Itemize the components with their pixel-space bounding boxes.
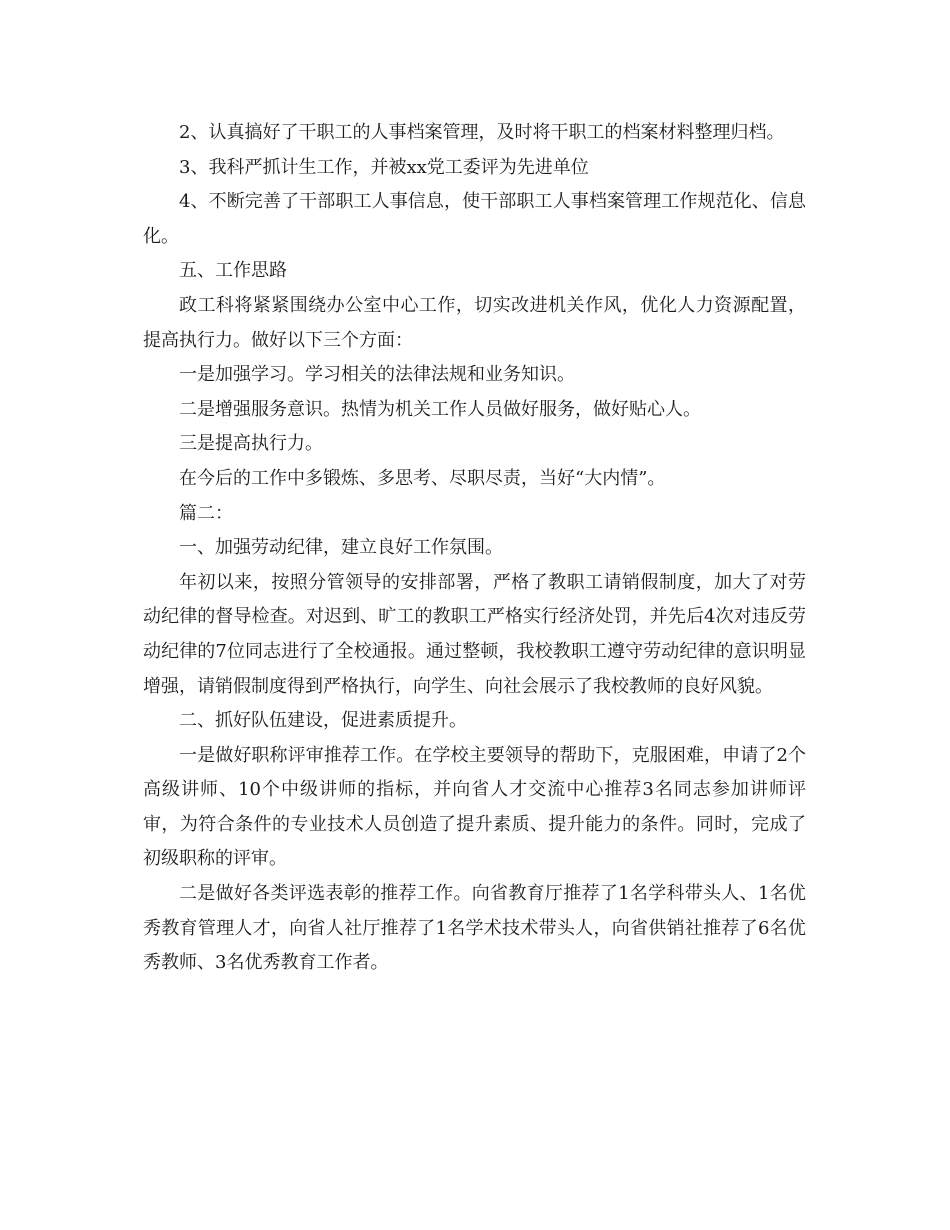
paragraph: 在今后的工作中多锻炼、多思考、尽职尽责，当好“大内情”。	[179, 467, 666, 489]
paragraph: 一是做好职称评审推荐工作。在学校主要领导的帮助下，克服困难，申请了2个高级讲师、10个中级讲师的指标，并向省人才交流中心推荐3名同志参加讲师评审，为符合条件的专业技术人员创造了提升素质、提升能力的条件。同时，完成了初级职称的评审。	[143, 744, 806, 870]
paragraph: 二是做好各类评选表彰的推荐工作。向省教育厅推荐了1名学科带头人、1名优秀教育管理人才，向省人社厅推荐了1名学术技术带头人，向省供销社推荐了6名优秀教师、3名优秀教育工作者。	[143, 883, 806, 974]
section-heading: 五、工作思路	[179, 260, 287, 282]
paragraph: 三是提高执行力。	[179, 433, 323, 455]
paragraph: 年初以来，按照分管领导的安排部署，严格了教职工请销假制度，加大了对劳动纪律的督导检查。对迟到、旷工的教职工严格实行经济处罚，并先后4次对违反劳动纪律的7位同志进行了全校通报。通过整顿，我校教职工遵守劳动纪律的意识明显增强，请销假制度得到严格执行，向学生、向社会展示了我校教师的良好风貌。	[143, 571, 806, 697]
paragraph: 一是加强学习。学习相关的法律法规和业务知识。	[179, 364, 575, 386]
paragraph: 2、认真搞好了干职工的人事档案管理，及时将干职工的档案材料整理归档。	[179, 122, 785, 143]
paragraph: 政工科将紧紧围绕办公室中心工作，切实改进机关作风，优化人力资源配置，提高执行力。做好以下三个方面：	[143, 294, 806, 351]
paragraph: 二是增强服务意识。热情为机关工作人员做好服务，做好贴心人。	[179, 398, 701, 420]
paragraph: 4、不断完善了干部职工人事信息，使干部职工人事档案管理工作规范化、信息化。	[143, 191, 806, 247]
section-heading: 一、加强劳动纪律，建立良好工作氛围。	[179, 537, 503, 559]
section-heading: 二、抓好队伍建设，促进素质提升。	[179, 710, 467, 732]
section-heading: 篇二：	[179, 502, 233, 524]
document-body	[143, 116, 806, 981]
paragraph: 3、我科严抓计生工作，并被xx党工委评为先进单位	[179, 156, 589, 178]
